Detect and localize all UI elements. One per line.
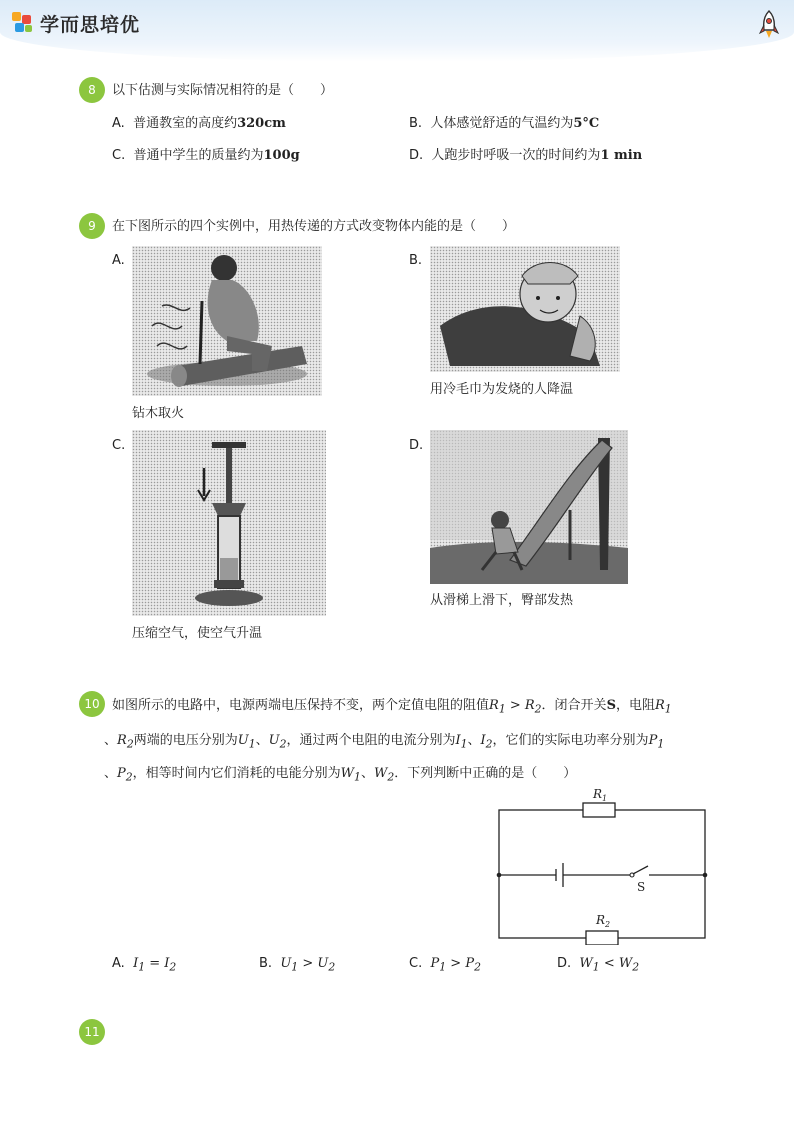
question-9-badge: 9 [79, 213, 105, 239]
q10-option-b[interactable]: B. $U_1 > U_2$ [259, 956, 336, 974]
q9-option-b-letter[interactable]: B. [409, 253, 423, 268]
q9-image-air-compression [132, 430, 326, 616]
question-10-line-2: 、$R_2$两端的电压分别为$U_1$、$U_2$，通过两个电阻的电流分别为$I_1$、$I_2$，它们的实际电功率分别为$P_1$ [104, 733, 665, 751]
r2-sub: 2 [605, 920, 611, 929]
svg-text:R1 [592, 787, 607, 803]
q8-option-d[interactable]: D. 人跑步时呼吸一次的时间约为1 min [409, 148, 643, 163]
q9-caption-b: 用冷毛巾为发烧的人降温 [430, 382, 574, 397]
q8-option-c[interactable]: C. 普通中学生的质量约为100g [112, 148, 300, 163]
q9-caption-c: 压缩空气，使空气升温 [132, 626, 263, 641]
q9-caption-a: 钻木取火 [132, 406, 185, 421]
q9-caption-d: 从滑梯上滑下，臀部发热 [430, 593, 574, 608]
switch-label: S [637, 880, 646, 894]
q9-image-cold-towel [430, 246, 620, 372]
question-10-line-3: 、$P_2$，相等时间内它们消耗的电能分别为$W_1$、$W_2$．下列判断中正确的是（ ） [104, 766, 577, 784]
colored-squares-logo-icon [12, 12, 36, 36]
r1-sub: 1 [602, 794, 608, 803]
q9-option-a-letter[interactable]: A. [112, 253, 125, 268]
question-11-badge: 11 [79, 1019, 105, 1045]
question-8-badge: 8 [79, 77, 105, 103]
q10-option-a[interactable]: A. $I_1 = I_2$ [112, 956, 177, 974]
q10-option-c[interactable]: C. $P_1 > P_2$ [409, 956, 481, 974]
question-8-stem: 以下估测与实际情况相符的是（ ） [112, 83, 334, 98]
q9-image-drilling-wood [132, 246, 322, 396]
q9-option-d-letter[interactable]: D. [409, 438, 424, 453]
q8-option-b[interactable]: B. 人体感觉舒适的气温约为5°C [409, 116, 600, 131]
q10-option-d[interactable]: D. $W_1 < W_2$ [557, 956, 640, 974]
q8-option-a[interactable]: A. 普通教室的高度约320cm [112, 116, 286, 131]
question-9-stem: 在下图所示的四个实例中，用热传递的方式改变物体内能的是（ ） [112, 219, 516, 234]
r1-label: R [593, 787, 603, 801]
q9-option-c-letter[interactable]: C. [112, 438, 126, 453]
r2-label: R [596, 913, 606, 927]
question-10-badge: 10 [79, 691, 105, 717]
brand-name: 学而思培优 [40, 14, 141, 36]
rocket-icon [758, 10, 780, 40]
svg-text:R2 [595, 913, 610, 929]
circuit-diagram [494, 783, 714, 945]
question-10-line-1: 如图所示的电路中，电源两端电压保持不变，两个定值电阻的阻值$R_1 > R_2$．闭合开关S，电阻$R_1$ [112, 698, 672, 716]
q9-image-slide [430, 430, 628, 584]
brand-logo [12, 10, 140, 37]
